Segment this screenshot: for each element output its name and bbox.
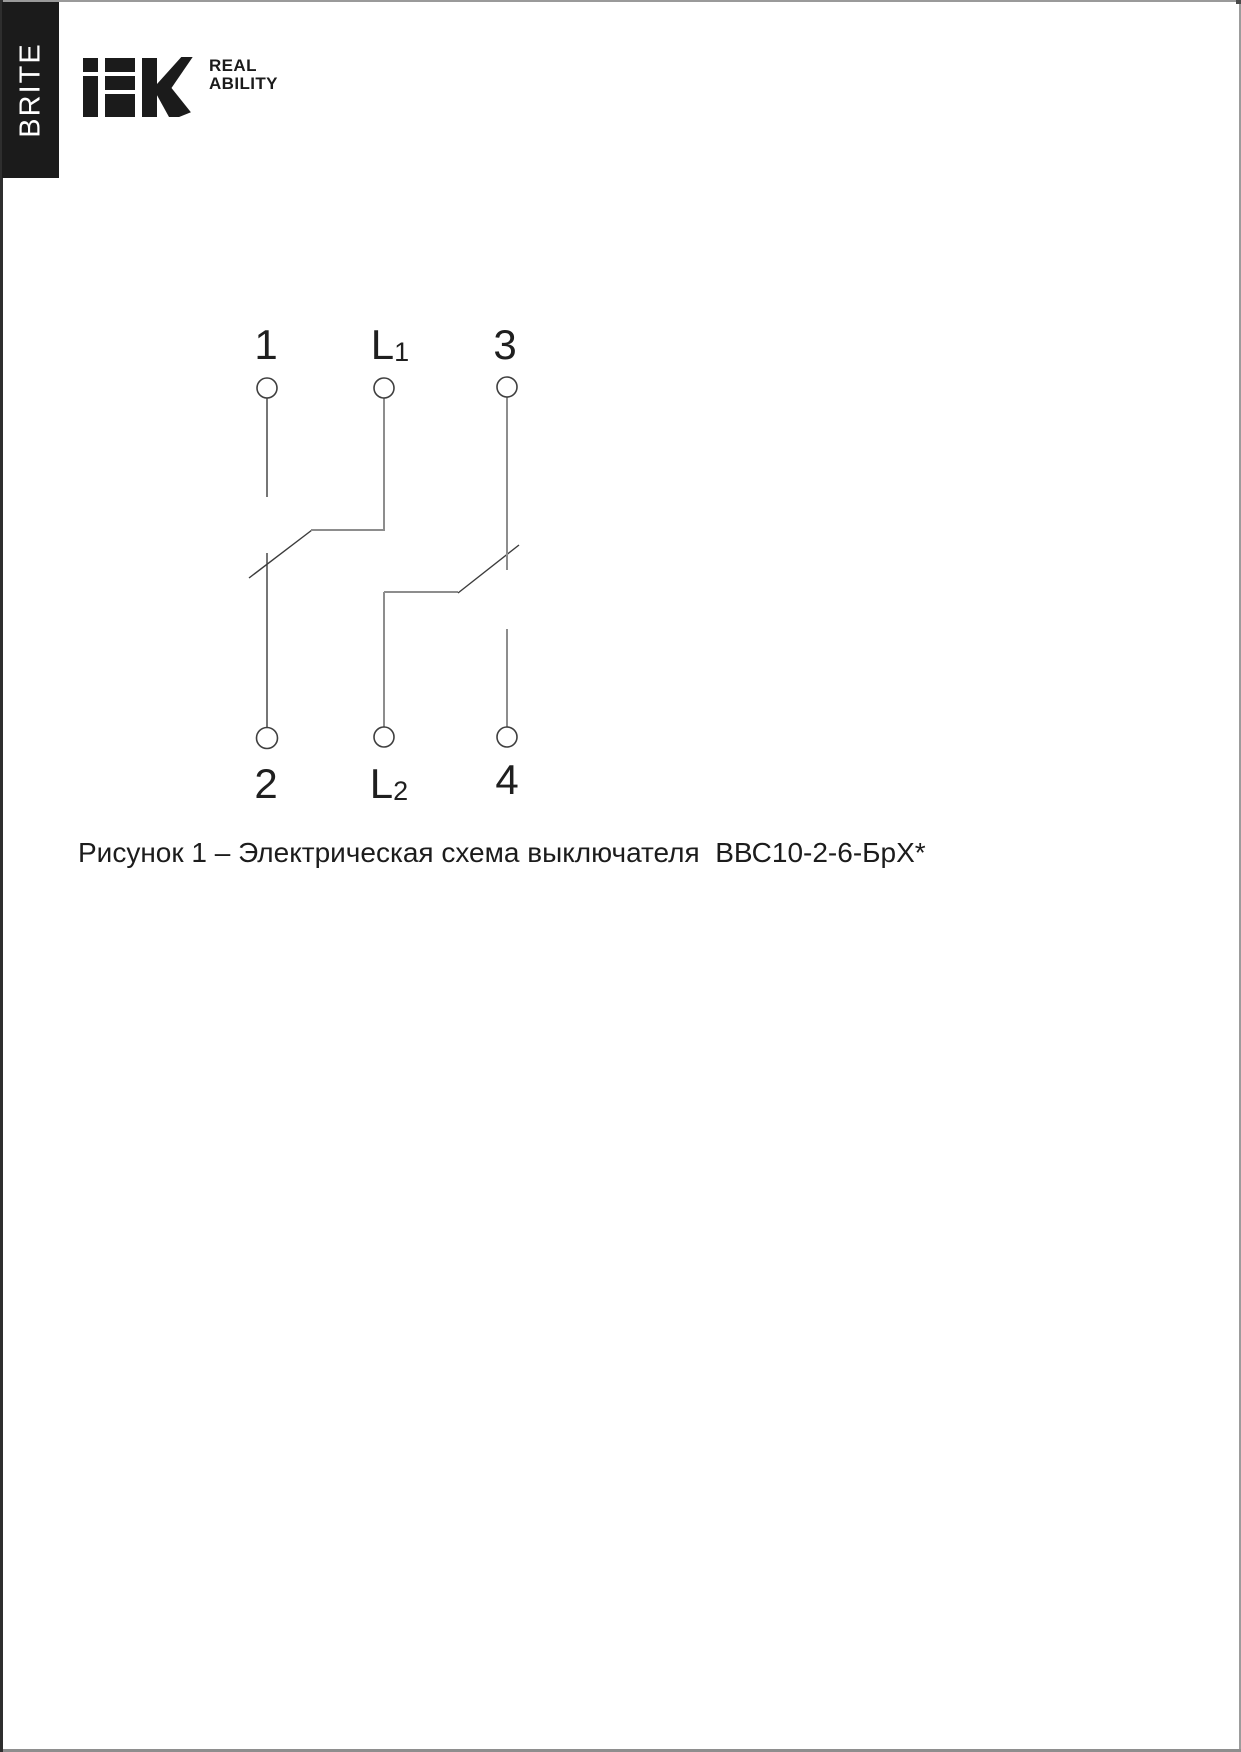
circuit-schematic [0,0,1241,820]
terminal-circle-L1 [374,378,394,398]
terminal-label-3 [493,321,517,368]
terminal-label-L2 [369,760,409,807]
terminal-label-2 [254,760,278,807]
terminal-circle-2 [257,728,278,749]
terminal-label-1-text: 1 [254,321,278,368]
brite-series-label: BRITE [14,42,46,138]
switch-blade-1 [249,530,312,578]
terminal-label-L1-text: L [370,321,395,368]
terminal-circle-1 [257,378,277,398]
terminal-label-4-text: 4 [495,756,519,803]
terminal-label-1 [254,321,278,368]
terminal-circle-3 [497,377,517,397]
terminal-label-2-text: 2 [254,760,278,807]
terminal-circle-4 [497,727,517,747]
terminal-label-L1-subscript: 1 [394,337,410,367]
terminal-circle-L2 [374,727,394,747]
figure-caption: Рисунок 1 – Электрическая схема выключателя ВВС10-2-6-БрХ* [78,837,926,868]
terminal-label-L2-subscript: 2 [393,776,409,806]
switch-blade-2 [458,545,519,593]
terminal-label-L1 [370,321,410,368]
terminal-label-4 [495,756,519,803]
terminal-label-3-text: 3 [493,321,517,368]
logo-tagline-line2: ABILITY [209,74,278,93]
terminal-label-L2-text: L [369,760,394,807]
logo-tagline-line1: REAL [209,56,257,75]
